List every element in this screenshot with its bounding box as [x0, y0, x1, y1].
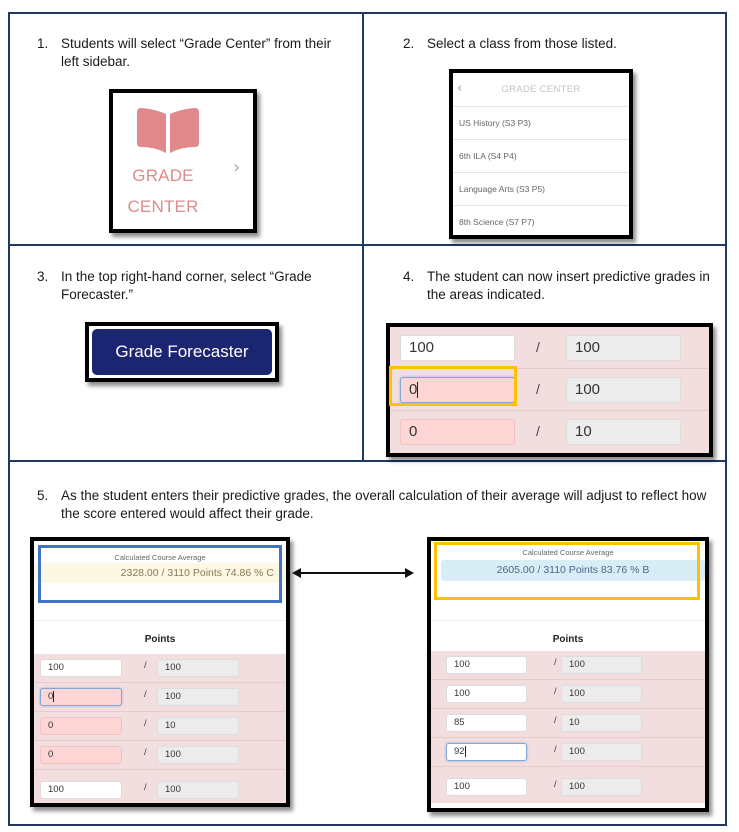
score-input[interactable]: 100: [40, 781, 122, 799]
double-headed-arrow-icon: [292, 567, 414, 579]
step-4-instruction: [403, 268, 723, 304]
score-value: 92: [454, 746, 465, 757]
class-item-6th-ila[interactable]: 6th ILA (S4 P4): [453, 140, 629, 173]
grade-forecaster-screenshot: [85, 322, 279, 382]
grade-row: [390, 327, 709, 369]
separator: /: [144, 747, 147, 758]
step-number: 5.: [37, 488, 49, 503]
separator: /: [144, 782, 147, 793]
text-cursor: [465, 746, 466, 757]
score-input-focused[interactable]: [446, 743, 527, 761]
separator: /: [144, 718, 147, 729]
score-input[interactable]: 85: [446, 714, 527, 732]
separator: /: [144, 689, 147, 700]
step-text: The student can now insert predictive grades in the areas indicated.: [427, 269, 710, 302]
separator: /: [536, 423, 540, 439]
step-text: In the top right-hand corner, select “Grade Forecaster.”: [61, 269, 312, 302]
step-number: 3.: [37, 269, 49, 284]
text-cursor: [53, 691, 54, 702]
grade-row: [34, 741, 286, 770]
grade-center-sidebar-tile[interactable]: [109, 89, 257, 233]
grade-row: [34, 712, 286, 741]
class-list-title: GRADE CENTER: [501, 84, 581, 95]
course-average-value: 2328.00 / 3110 Points 74.86 % C: [120, 567, 274, 579]
score-value: 0: [409, 381, 418, 398]
course-average-value: 2605.00 / 3110 Points 83.76 % B: [496, 564, 650, 576]
grade-row: [431, 709, 705, 738]
open-book-icon: [135, 106, 201, 154]
separator: /: [536, 381, 540, 397]
max-points-field: 100: [566, 377, 681, 403]
score-input[interactable]: 100: [40, 659, 122, 677]
grade-row: [431, 767, 705, 803]
step-2-instruction: [403, 35, 713, 53]
step-text: As the student enters their predictive grades, the overall calculation of their average will adjust to reflect how the score entered would affect their grade.: [61, 488, 707, 521]
row-divider-1: [8, 244, 727, 246]
max-points-field: 100: [157, 659, 239, 677]
max-points-field: 100: [157, 688, 239, 706]
max-points-field: 10: [561, 714, 642, 732]
separator: /: [554, 715, 557, 726]
max-points-field: 100: [561, 743, 642, 761]
class-item-8th-science[interactable]: 8th Science (S7 P7): [459, 217, 535, 227]
grade-row: [34, 683, 286, 712]
step-text: Select a class from those listed.: [427, 36, 617, 51]
highlight-box-yellow: [434, 542, 700, 600]
separator: /: [536, 339, 540, 355]
separator: /: [554, 657, 557, 668]
step-number: 2.: [403, 36, 415, 51]
step-5-instruction: [37, 487, 727, 523]
class-list-header: [453, 73, 629, 107]
score-input[interactable]: 100: [400, 335, 515, 361]
grade-row: [34, 654, 286, 683]
class-item-language-arts[interactable]: Language Arts (S3 P5): [453, 173, 629, 206]
score-input-missing[interactable]: 0: [400, 419, 515, 445]
grade-row: [431, 738, 705, 767]
grade-row: [34, 770, 286, 806]
score-input[interactable]: 100: [446, 656, 527, 674]
points-header: Points: [144, 634, 176, 645]
step-3-instruction: [37, 268, 347, 304]
max-points-field: 100: [157, 746, 239, 764]
back-chevron-icon[interactable]: ‹: [457, 81, 463, 96]
grade-center-label-line2: CENTER: [127, 197, 199, 216]
score-input-focused[interactable]: [40, 688, 122, 706]
max-points-field: 100: [561, 778, 642, 796]
max-points-field: 10: [157, 717, 239, 735]
row-divider-2: [8, 460, 727, 462]
column-divider: [362, 12, 364, 462]
grade-center-label-line1: GRADE: [132, 166, 194, 185]
step-text: Students will select “Grade Center” from their left sidebar.: [61, 36, 332, 69]
score-value: 0: [48, 691, 54, 702]
separator: /: [144, 660, 147, 671]
max-points-field: 100: [566, 335, 681, 361]
separator: /: [554, 779, 557, 790]
max-points-field: 100: [561, 656, 642, 674]
step-number: 4.: [403, 269, 415, 284]
max-points-field: 100: [157, 781, 239, 799]
grade-rows: [431, 651, 705, 803]
step-1-instruction: [37, 35, 337, 71]
max-points-field: 100: [561, 685, 642, 703]
step-number: 1.: [37, 36, 49, 51]
highlight-box-blue: [38, 545, 282, 603]
grade-forecaster-button[interactable]: Grade Forecaster: [92, 329, 272, 375]
grade-row: [431, 651, 705, 680]
grade-rows: [34, 654, 286, 806]
score-input-missing[interactable]: 0: [40, 746, 122, 764]
max-points-field: 10: [566, 419, 681, 445]
class-list-panel: [449, 69, 633, 239]
chevron-right-icon: ›: [233, 157, 241, 178]
course-average-label: Calculated Course Average: [114, 553, 206, 562]
course-average-label: Calculated Course Average: [522, 548, 614, 557]
separator: /: [554, 686, 557, 697]
class-item-us-history[interactable]: US History (S3 P3): [453, 107, 629, 140]
score-input[interactable]: 100: [446, 685, 527, 703]
points-header: Points: [552, 634, 584, 645]
highlight-box-yellow: [389, 366, 517, 406]
grade-row: [431, 680, 705, 709]
separator: /: [554, 744, 557, 755]
score-input[interactable]: 100: [446, 778, 527, 796]
grade-row: [390, 411, 709, 453]
score-input-missing[interactable]: 0: [40, 717, 122, 735]
